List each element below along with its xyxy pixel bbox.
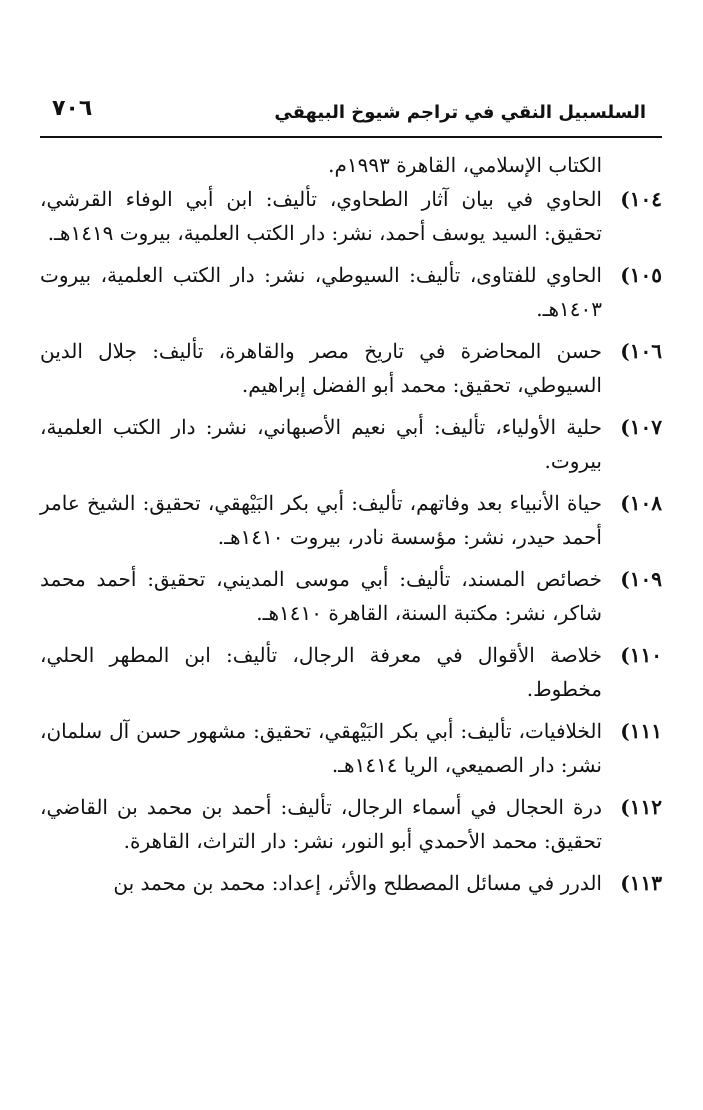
- entry-text: الحاوي للفتاوى، تأليف: السيوطي، نشر: دار الكتب العلمية، بيروت ١٤٠٣هـ.: [40, 263, 602, 321]
- bibliography-entry: [40, 182, 662, 250]
- entry-number: ١٠٤): [620, 187, 662, 211]
- header-rule: [40, 136, 662, 138]
- entry-text: حياة الأنبياء بعد وفاتهم، تأليف: أبي بكر البَيْهقي، تحقيق: الشيخ عامر أحمد حيدر، نشر: مؤسسة نادر، بيروت ١٤١٠هـ.: [40, 491, 602, 549]
- bibliography-entry: [40, 258, 662, 326]
- entry-number: ١٠٦): [620, 339, 662, 363]
- page-number: ٧٠٦: [52, 96, 93, 121]
- entry-text: خصائص المسند، تأليف: أبي موسى المديني، تحقيق: أحمد محمد شاكر، نشر: مكتبة السنة، القاهرة ١٤١٠هـ.: [40, 567, 602, 625]
- entry-text: الخلافيات، تأليف: أبي بكر البَيْهقي، تحقيق: مشهور حسن آل سلمان، نشر: دار الصميعي، الريا ١٤١٤هـ.: [40, 719, 602, 777]
- entry-text: الحاوي في بيان آثار الطحاوي، تأليف: ابن أبي الوفاء القرشي، تحقيق: السيد يوسف أحمد، نشر: دار الكتب العلمية، بيروت ١٤١٩هـ.: [40, 187, 602, 245]
- bibliography-entry: [40, 334, 662, 402]
- bibliography-entry: [40, 790, 662, 858]
- bibliography-entry: [40, 486, 662, 554]
- bibliography-entry: [40, 410, 662, 478]
- entry-number: ١٠٨): [620, 491, 662, 515]
- entry-text: درة الحجال في أسماء الرجال، تأليف: أحمد بن محمد بن القاضي، تحقيق: محمد الأحمدي أبو النور، نشر: دار التراث، القاهرة.: [40, 795, 602, 853]
- entry-number: ١٠٩): [620, 567, 662, 591]
- entry-text: حسن المحاضرة في تاريخ مصر والقاهرة، تأليف: جلال الدين السيوطي، تحقيق: محمد أبو الفضل إبراهيم.: [40, 339, 602, 397]
- book-page: [40, 92, 662, 908]
- bibliography-entry: [40, 714, 662, 782]
- entry-text: حلية الأولياء، تأليف: أبي نعيم الأصبهاني، نشر: دار الكتب العلمية، بيروت.: [40, 415, 602, 473]
- entry-number: ١٠٧): [620, 415, 662, 439]
- bibliography-list: [40, 148, 662, 900]
- entry-text: خلاصة الأقوال في معرفة الرجال، تأليف: ابن المطهر الحلي، مخطوط.: [40, 643, 602, 701]
- running-header-title: السلسبيل النقي في تراجم شيوخ البيهقي: [274, 102, 646, 123]
- bibliography-entry: [40, 866, 662, 900]
- bibliography-entry: [40, 562, 662, 630]
- bibliography-entry: [40, 638, 662, 706]
- entry-number: ١٠٥): [620, 263, 662, 287]
- running-header: [40, 92, 662, 128]
- entry-number: ١١٣): [620, 871, 662, 895]
- entry-number: ١١١): [620, 719, 662, 743]
- entry-text: الدرر في مسائل المصطلح والأثر، إعداد: محمد بن محمد بن: [113, 871, 602, 895]
- entry-number: ١١٢): [620, 795, 662, 819]
- continued-entry-text: الكتاب الإسلامي، القاهرة ١٩٩٣م.: [328, 153, 602, 177]
- entry-number: ١١٠): [620, 643, 662, 667]
